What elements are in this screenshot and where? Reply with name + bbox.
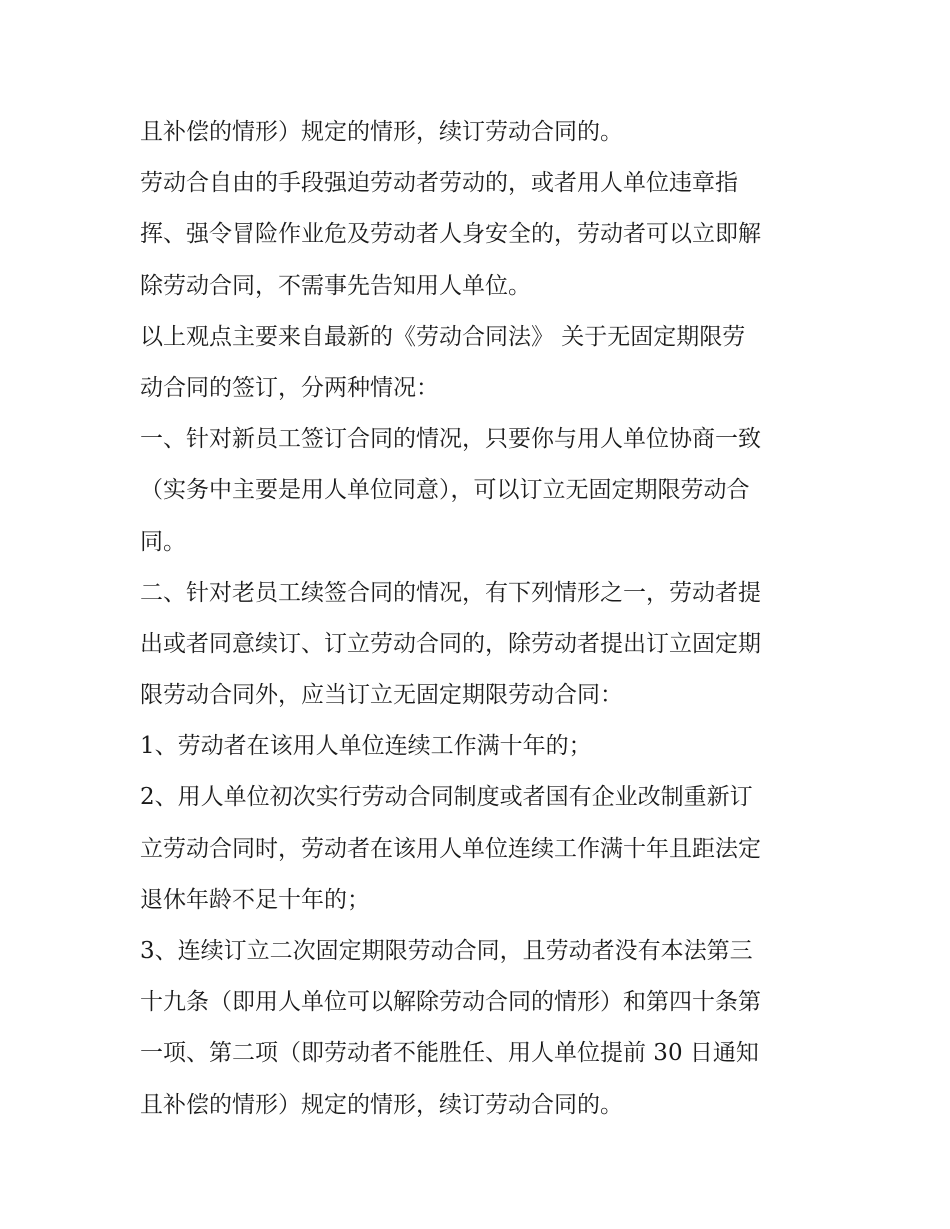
text-line: 立劳动合同时，劳动者在该用人单位连续工作满十年且距法定 (140, 835, 761, 862)
text-line: 十九条（即用人单位可以解除劳动合同的情形）和第四十条第 (140, 989, 761, 1016)
text-line: 同。 (140, 528, 186, 555)
text-line: 挥、强令冒险作业危及劳动者人身安全的，劳动者可以立即解 (140, 221, 761, 248)
text-line: 退休年龄不足十年的； (140, 886, 370, 913)
text-line: 二、针对老员工续签合同的情况，有下列情形之一，劳动者提 (140, 579, 761, 606)
document-body (140, 107, 820, 1131)
text-line: 且补偿的情形）规定的情形，续订劳动合同的。 (140, 1091, 623, 1118)
text-line: 限劳动合同外，应当订立无固定期限劳动合同： (140, 682, 623, 709)
text-line: 2、用人单位初次实行劳动合同制度或者国有企业改制重新订 (140, 784, 753, 811)
text-line: （实务中主要是用人单位同意），可以订立无固定期限劳动合 (140, 477, 750, 504)
text-line: 动合同的签订，分两种情况： (140, 374, 439, 401)
text-line: 除劳动合同，不需事先告知用人单位。 (140, 272, 531, 299)
text-line: 3、连续订立二次固定期限劳动合同，且劳动者没有本法第三 (140, 938, 753, 964)
text-line: 一项、第二项（即劳动者不能胜任、用人单位提前 30 日通知 (140, 1040, 759, 1067)
text-line: 且补偿的情形）规定的情形，续订劳动合同的。 (140, 119, 623, 145)
text-line: 出或者同意续订、订立劳动合同的，除劳动者提出订立固定期 (140, 630, 761, 657)
text-line: 以上观点主要来自最新的《劳动合同法》 关于无固定期限劳 (140, 323, 746, 350)
text-line: 一、针对新员工签订合同的情况，只要你与用人单位协商一致 (140, 426, 761, 453)
text-line: 1、劳动者在该用人单位连续工作满十年的； (140, 733, 592, 760)
text-line: 劳动合自由的手段强迫劳动者劳动的，或者用人单位违章指 (140, 170, 738, 197)
